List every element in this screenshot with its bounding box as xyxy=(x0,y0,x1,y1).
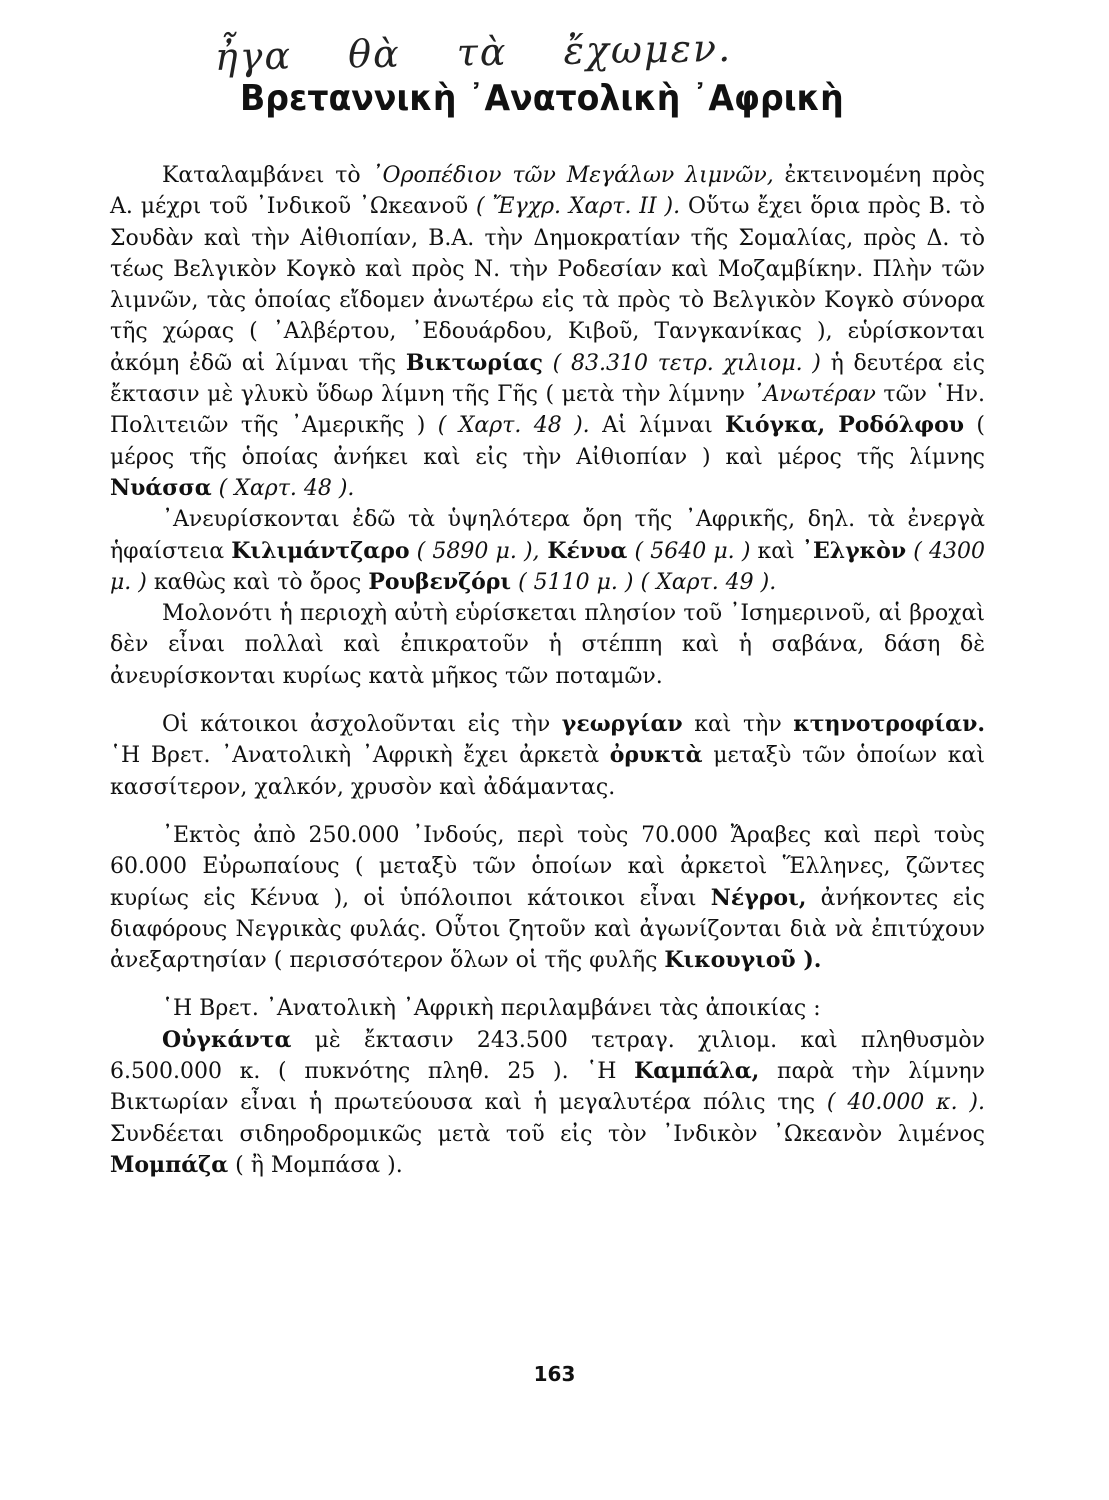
text-run: Οὕτω ἔχει ὅρια πρὸς Β. τὸ Σουδὰν καὶ τὴν Αἰθιοπίαν, Β.Α. τὴν Δημοκρατίαν τῆς Σομαλίας, πρὸς Δ. τὸ τέως Βελγικὸν Κογκὸ καὶ πρὸς Ν. τὴν Ροδεσίαν καὶ Μοζαμβίκην. Πλὴν τῶν λιμνῶν, τὰς ὁποίας εἴδομεν ἀνωτέρω εἰς τὰ πρὸς τὸ Βελγικὸν Κογκὸ σύνορα τῆς χώρας ( ᾿Αλβέρτου, ᾿Εδουάρδου, Κιβοῦ, Τανγκανίκας ), εὑρίσκονται ἀκόμη ἐδῶ αἱ λίμναι τῆς xyxy=(110,194,986,376)
italic-run: ᾿Οροπέδιον τῶν Μεγάλων λιμνῶν, xyxy=(371,163,774,188)
text-run: παρὰ τὴν λίμνην Βικτωρίαν εἶναι ἡ πρωτεύουσα καὶ ἡ μεγαλυτέρα πόλις της xyxy=(110,1059,985,1116)
text-run: ἐκτεινομένη πρὸς Α. μέχρι τοῦ ᾿Ινδικοῦ ᾿Ωκεανοῦ xyxy=(110,163,985,220)
body-text xyxy=(110,160,985,1181)
italic-run: ( 5110 μ. ) ( Χαρτ. 49 ). xyxy=(511,569,777,595)
text-run: τῶν ῾Ην. Πολιτειῶν τῆς ᾿Αμερικῆς ) xyxy=(110,382,985,439)
italic-run: ( 83.310 τετρ. χιλιομ. ) xyxy=(542,350,821,376)
bold-run: Καμπάλα, xyxy=(634,1058,760,1085)
text-run: Συνδέεται σιδηροδρομικῶς μετὰ τοῦ εἰς τὸν ᾿Ινδικὸν ᾿Ωκεανὸν λιμένος xyxy=(110,1121,985,1147)
italic-run: ᾿Ανωτέραν xyxy=(752,382,876,408)
text-run: ῾Η Βρετ. ᾿Ανατολικὴ ᾿Αφρικὴ ἔχει ἀρκετὰ xyxy=(110,743,610,769)
bold-run: Νέγροι, xyxy=(710,884,807,911)
bold-run: Οὐγκάντα xyxy=(162,1026,292,1053)
bold-run: κτηνοτροφίαν. xyxy=(793,711,985,738)
text-run: ἀνήκοντες εἰς διαφόρους Νεγρικὰς φυλάς. Οὗτοι ζητοῦν καὶ ἀγωνίζονται διὰ νὰ ἐπιτύχουν ἀνεξαρτησίαν ( περισσότερον ὅλων οἱ τῆς φυλῆς xyxy=(110,885,985,974)
text-run: ᾿Εκτὸς ἀπὸ 250.000 ᾿Ινδούς, περὶ τοὺς 70.000 Ἄραβες καὶ περὶ τοὺς 60.000 Εὐρωπαίους ( μεταξὺ τῶν ὁποίων καὶ ἀρκετοὶ Ἕλληνες, ζῶντες κυρίως εἰς Κένυα ), οἱ ὑπόλοιποι κάτοικοι εἶναι xyxy=(110,822,985,911)
paragraph-population xyxy=(110,820,985,976)
bold-run: Κιλιμάντζαρο xyxy=(231,537,410,564)
paragraph-mountains xyxy=(110,504,985,598)
bold-run: Κένυα xyxy=(539,537,628,564)
text-run: καὶ xyxy=(750,538,802,564)
text-run: Οἱ κάτοικοι ἀσχολοῦνται εἰς τὴν xyxy=(162,712,562,738)
bold-run: Βικτωρίας xyxy=(405,349,543,376)
text-run: ( μέρος τῆς ὁποίας ἀνήκει καὶ εἰς τὴν Αἰθιοπίαν ) καὶ μέρος τῆς λίμνης xyxy=(110,413,986,470)
page-number: 163 xyxy=(533,1362,576,1386)
bold-run: Μομπάζα xyxy=(110,1151,229,1178)
text-run: καὶ τὴν xyxy=(682,712,794,738)
italic-run: ( 40.000 κ. ). xyxy=(826,1090,985,1116)
page-title: Βρεταννικὴ ᾿Ανατολικὴ ᾿Αφρικὴ xyxy=(240,78,844,119)
bold-run: Νυάσσα xyxy=(110,474,212,501)
paragraph-uganda xyxy=(110,1025,985,1181)
italic-run: ( 5640 μ. ) xyxy=(627,538,751,564)
text-run: Αἱ λίμναι xyxy=(589,413,726,439)
text-run: ( ἢ Μομπάσα ). xyxy=(228,1152,403,1178)
bold-run: Ρουβενζόρι xyxy=(368,568,512,595)
text-run: μεταξὺ τῶν ὁποίων καὶ κασσίτερον, χαλκόν, χρυσὸν καὶ ἀδάμαντας. xyxy=(110,743,986,800)
italic-run: ( Ἔγχρ. Χαρτ. ΙΙ ). xyxy=(476,194,681,220)
bold-run: Κικουγιοῦ xyxy=(664,947,796,974)
handwritten-note: ἦγα θὰ τὰ ἔχωμεν. xyxy=(214,25,733,79)
text-run: ἡ δευτέρα εἰς ἔκτασιν μὲ γλυκὺ ὕδωρ λίμνη τῆς Γῆς ( μετὰ τὴν λίμνην xyxy=(110,350,985,408)
text-run: Καταλαμβάνει τὸ xyxy=(162,163,372,188)
text-run: μὲ ἔκτασιν 243.500 τετραγ. χιλιομ. καὶ πληθυσμὸν 6.500.000 κ. ( πυκνότης πληθ. 25 ). ῾Η xyxy=(110,1027,985,1085)
paragraph-colonies-intro: ῾Η Βρετ. ᾿Ανατολικὴ ᾿Αφρικὴ περιλαμβάνει τὰς ἀποικίας : xyxy=(162,996,821,1022)
text-run: ᾿Ανευρίσκονται ἐδῶ τὰ ὑψηλότερα ὄρη τῆς ᾿Αφρικῆς, δηλ. τὰ ἐνεργὰ ἡφαίστεια xyxy=(110,507,985,564)
italic-run: ( 4300 μ. ) xyxy=(110,538,985,595)
italic-run: ( 5890 μ. ), xyxy=(409,538,540,564)
bold-run: ὀρυκτὰ xyxy=(609,742,703,769)
italic-run: ( Χαρτ. 48 ). xyxy=(211,475,355,501)
text-run: καθὼς καὶ τὸ ὄρος xyxy=(146,569,369,595)
paragraph-economy xyxy=(110,709,985,803)
bold-run: ). xyxy=(795,947,822,974)
bold-run: ᾿Ελγκὸν xyxy=(801,537,907,564)
paragraph-climate: Μολονότι ἡ περιοχὴ αὐτὴ εὑρίσκεται πλησίον τοῦ ᾿Ισημερινοῦ, αἱ βροχαὶ δὲν εἶναι πολλαὶ καὶ ἐπικρατοῦν ἡ στέππη καὶ ἡ σαβάνα, δάση δὲ ἀνευρίσκονται κυρίως κατὰ μῆκος τῶν ποταμῶν. xyxy=(110,601,985,689)
italic-run: ( Χαρτ. 48 ). xyxy=(437,413,590,439)
paragraph-location xyxy=(110,160,985,504)
bold-run: γεωργίαν xyxy=(561,711,683,738)
bold-run: Κιόγκα, Ροδόλφου xyxy=(725,412,965,439)
